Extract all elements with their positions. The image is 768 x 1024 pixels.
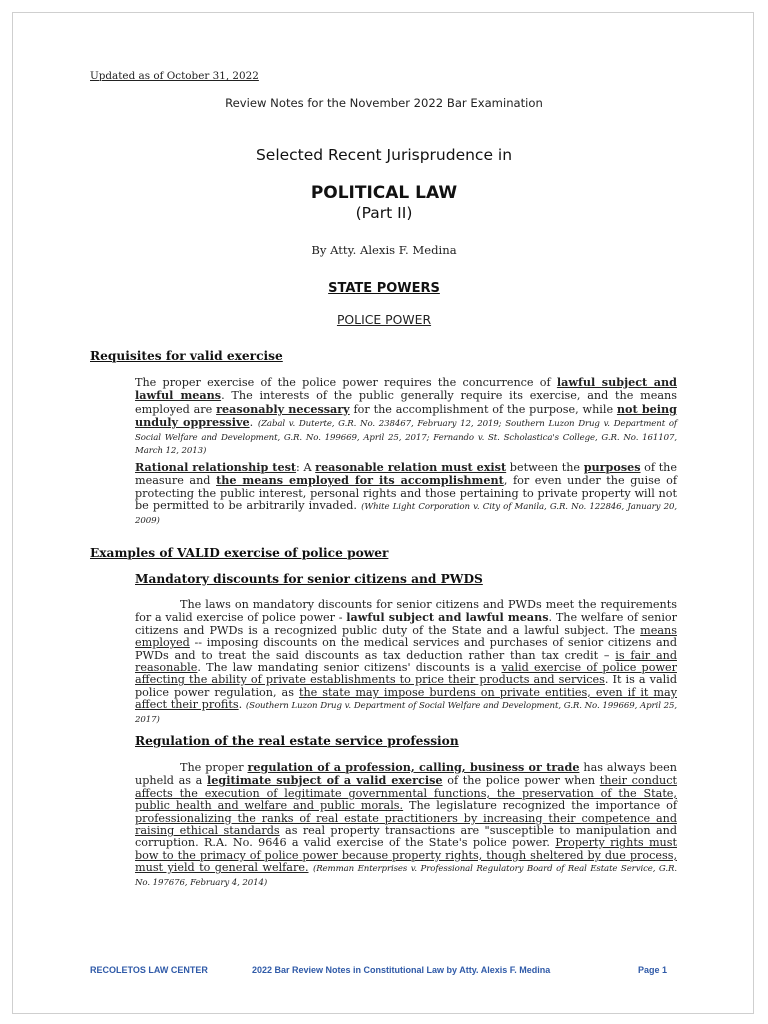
examples-heading: Examples of VALID exercise of police power — [90, 546, 389, 560]
document-part: (Part II) — [355, 204, 413, 222]
requisites-heading: Requisites for valid exercise — [90, 349, 283, 363]
real-estate-heading: Regulation of the real estate service profession — [135, 734, 459, 748]
section-subtitle: POLICE POWER — [336, 312, 432, 327]
senior-discounts-heading: Mandatory discounts for senior citizens and PWDS — [135, 572, 483, 586]
footer-left: RECOLETOS LAW CENTER — [90, 965, 208, 975]
real-estate-paragraph: The proper regulation of a profession, calling, business or trade has always been upheld as a legitimate subject of a valid exercise of the police power when their conduct affects the execution of legitimate governmental functions, the preservation of the State, public health and welfare and public morals. The legislature recognized the importance of professionalizing the ranks of real estate practitioners by increasing their competence and raising ethical standards as real property transactions are "susceptible to manipulation and corruption. R.A. No. 9646 a valid exercise of the State's police power. Property rights must bow to the primacy of police power because property rights, though sheltered by due process, must yield to general welfare. (Remman Enterprises v. Professional Regulatory Board of Real Estate Service, G.R. No. 197676, February 4, 2014) — [135, 760, 678, 888]
author-line: By Atty. Alexis F. Medina — [311, 243, 457, 257]
section-title: STATE POWERS — [328, 281, 440, 296]
requisites-paragraph-2: Rational relationship test: A reasonable relation must exist between the purposes of the measure and the means employed for its accomplishment, for even under the guise of protecting the public interest, personal rights and those pertaining to private property will not be permitted to be arbitrarily invaded. (White Light Corporation v. City of Manila, G.R. No. 122846, January 20, 2009) — [135, 460, 678, 526]
document-title: POLITICAL LAW — [310, 183, 458, 203]
senior-discounts-paragraph: The laws on mandatory discounts for senior citizens and PWDs meet the requirements for a valid exercise of police power - lawful subject and lawful means. The welfare of senior citizens and PWDs is a recognized public duty of the State and a lawful subject. The means employed -- imposing discounts on the medical services and purchases of senior citizens and PWDs and to treat the said discounts as tax deduction rather than tax credit – is fair and reasonable. The law mandating senior citizens' discounts is a valid exercise of police power affecting the ability of private establishments to price their products and services. It is a valid police power regulation, as the state may impose burdens on private entities, even if it may affect their profits. (Southern Luzon Drug v. Department of Social Welfare and Development, G.R. No. 199669, April 25, 2017) — [135, 598, 678, 725]
updated-date: Updated as of October 31, 2022 — [90, 70, 259, 82]
footer-page-number: Page 1 — [638, 965, 668, 975]
selected-jurisprudence-title: Selected Recent Jurisprudence in — [255, 146, 513, 164]
requisites-paragraph-1: The proper exercise of the police power requires the concurrence of lawful subject and lawful means. The interests of the public generally require its exercise, and the means employed are reasonably necessary for the accomplishment of the purpose, while not being unduly oppressive. (Zabal v. Duterte, G.R. No. 238467, February 12, 2019; Southern Luzon Drug v. Department of Social Welfare and Development, G.R. No. 199669, April 25, 2017; Fernando v. St. Scholastica's College, G.R. No. 161107, March 12, 2013) — [135, 375, 677, 457]
review-notes-title: Review Notes for the November 2022 Bar Examination — [225, 96, 543, 110]
footer-center: 2022 Bar Review Notes in Constitutional Law by Atty. Alexis F. Medina — [252, 965, 551, 975]
